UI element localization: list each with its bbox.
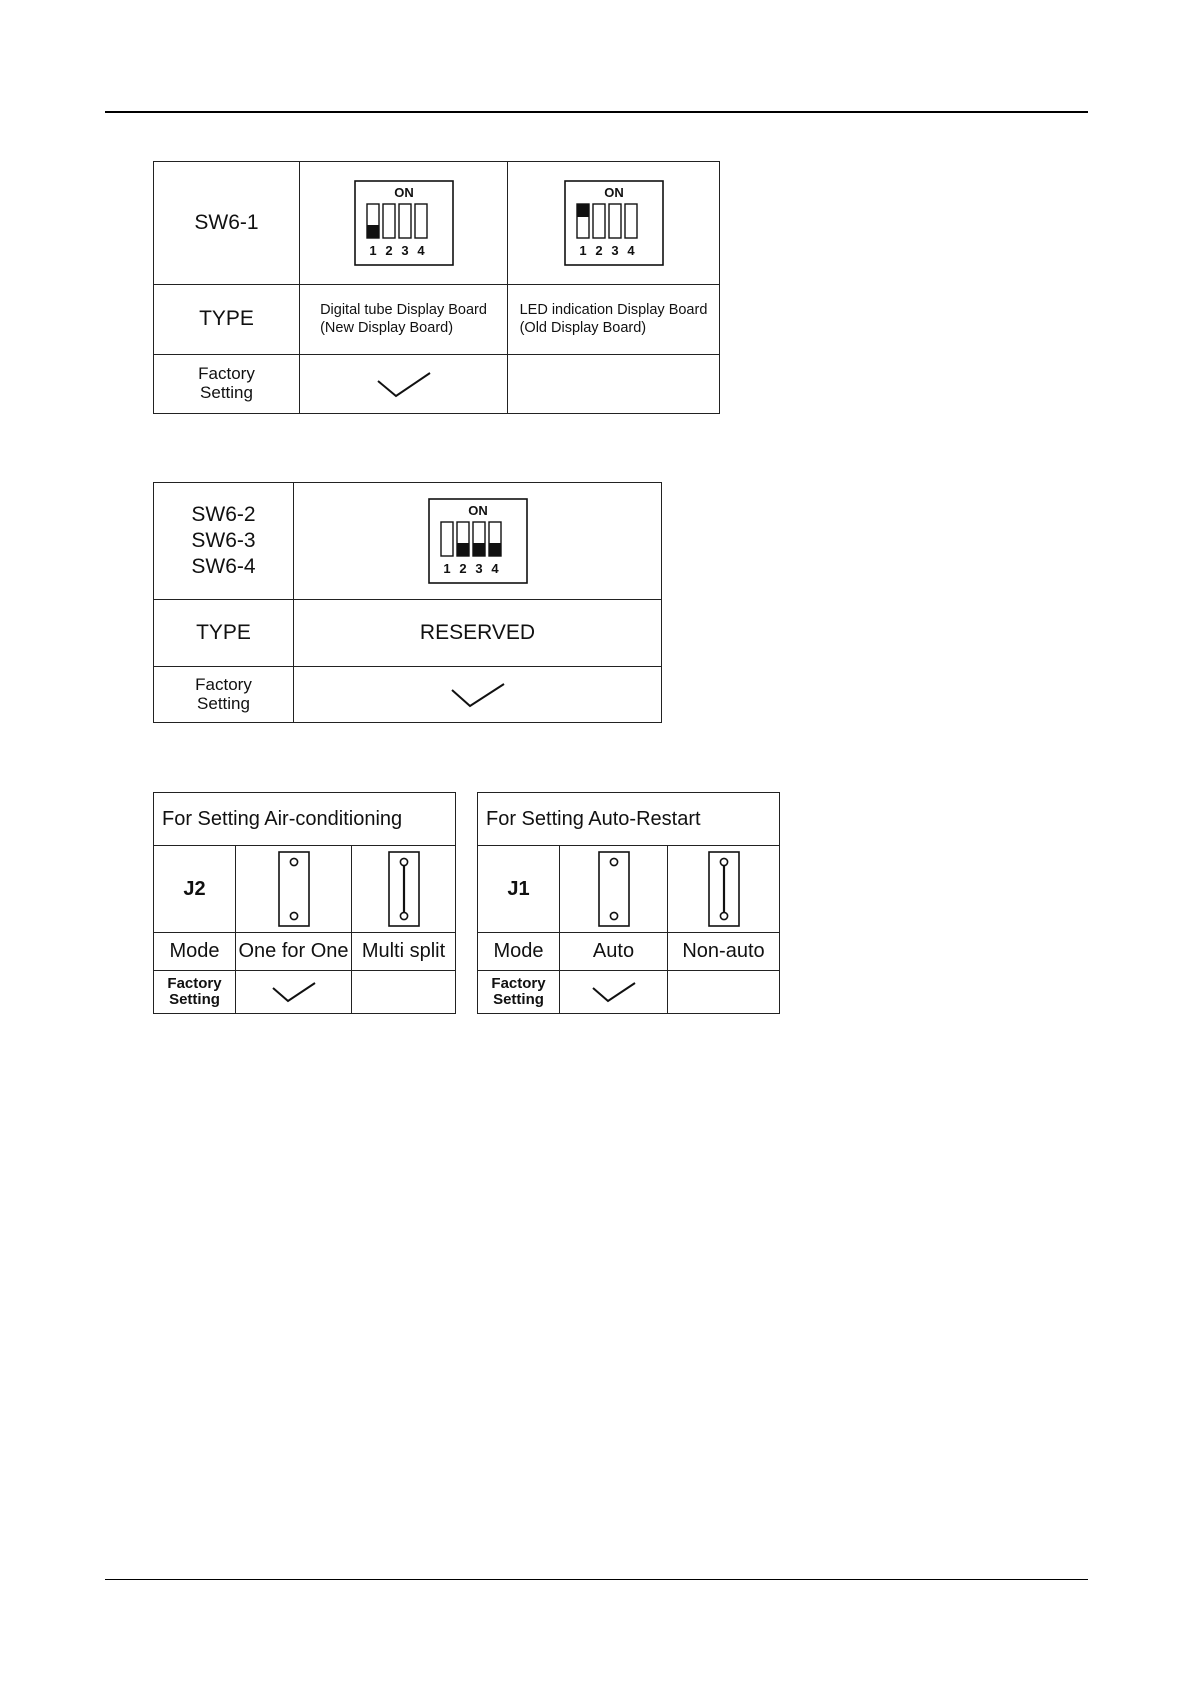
sw6-1-option-b-type-cell [508, 285, 720, 355]
dip-switch-slot [383, 204, 395, 238]
check-mark-icon [374, 367, 434, 401]
mode-non-auto: Non-auto [682, 940, 765, 962]
mode-one-for-one: One for One [238, 940, 349, 962]
option-a-description [320, 302, 487, 337]
j2-option-1-factory-cell [236, 971, 352, 1014]
jumper-closed-icon [387, 850, 421, 928]
option-a-line2: (New Display Board) [320, 319, 454, 336]
factory-label-line2: Setting [200, 383, 253, 402]
factory-label-line2: Setting [169, 991, 220, 1008]
dip-switch-number: 2 [594, 243, 603, 258]
factory-label-line1: Factory [491, 975, 546, 993]
j2-title-cell [154, 793, 456, 846]
dip-switch-number: 1 [578, 243, 587, 258]
j1-table [477, 792, 780, 1014]
dip-switch-number: 3 [610, 243, 619, 258]
j2-option-2-factory-cell [352, 971, 456, 1014]
sw6-1-type-label-cell [154, 285, 300, 355]
factory-label-line2: Setting [197, 693, 250, 713]
dip-switch-slot [399, 204, 411, 238]
mode-label: Mode [169, 940, 220, 962]
sw6-1-option-b-dip-cell [508, 162, 720, 285]
dip-switch-icon [428, 498, 528, 584]
footer-rule [105, 1579, 1088, 1580]
dip-switch-knob [457, 543, 469, 556]
j1-label-cell [478, 846, 560, 933]
reserved-value: RESERVED [419, 620, 536, 644]
dip-switch-number: 1 [368, 243, 377, 258]
dip-switch-knob [489, 543, 501, 556]
type-label: TYPE [196, 620, 251, 644]
j2-label-cell [154, 846, 236, 933]
j1-title-cell [478, 793, 780, 846]
dip-switch-number: 2 [458, 561, 467, 576]
dip-switch-icon [354, 180, 454, 266]
sw6-1-label: SW6-1 [194, 210, 259, 234]
sw6-234-type-value-cell [294, 600, 662, 667]
dip-switch-number: 3 [400, 243, 409, 258]
factory-label-line1: Factory [198, 364, 255, 384]
sw6-1-table [153, 161, 720, 414]
sw6-2-label: SW6-2 [191, 503, 256, 526]
dip-switch-number: 4 [626, 243, 635, 258]
option-b-description [520, 302, 708, 337]
sw6-234-factory-cell [294, 667, 662, 723]
dip-switch-number: 4 [490, 561, 499, 576]
factory-label-line1: Factory [195, 674, 252, 694]
option-a-line1: Digital tube Display Board [320, 302, 487, 319]
header-rule [105, 111, 1088, 113]
sw6-234-table [153, 482, 662, 723]
mode-multi-split: Multi split [361, 940, 446, 962]
j2-label: J2 [183, 877, 206, 900]
sw6-3-label: SW6-3 [191, 529, 256, 552]
dip-on-label: ON [603, 185, 624, 200]
j1-option-2-jumper-cell [668, 846, 780, 933]
dip-on-label: ON [467, 503, 488, 518]
dip-switch-slot [625, 204, 637, 238]
j1-title: For Setting Auto-Restart [486, 807, 701, 830]
sw6-1-option-b-factory-cell [508, 355, 720, 414]
jumper-open-icon [277, 850, 311, 928]
dip-switch-icon [564, 180, 664, 266]
check-mark-icon [270, 978, 318, 1006]
factory-label-line1: Factory [167, 975, 222, 993]
j1-option-1-jumper-cell [560, 846, 668, 933]
j2-title: For Setting Air-conditioning [162, 807, 403, 830]
mode-label: Mode [493, 940, 544, 962]
sw6-234-label-cell [154, 483, 294, 600]
j1-factory-label-cell [478, 971, 560, 1014]
check-mark-icon [448, 678, 508, 712]
dip-switch-slot [593, 204, 605, 238]
j1-option-2-mode-cell [668, 933, 780, 971]
sw6-1-option-a-factory-cell [300, 355, 508, 414]
j2-table [153, 792, 456, 1014]
check-mark-icon [590, 978, 638, 1006]
sw6-1-option-a-type-cell [300, 285, 508, 355]
option-b-line2: (Old Display Board) [519, 319, 647, 336]
sw6-1-factory-label-cell [154, 355, 300, 414]
dip-switch-number: 4 [416, 243, 425, 258]
j1-option-1-factory-cell [560, 971, 668, 1014]
j1-option-1-mode-cell [560, 933, 668, 971]
j2-option-2-jumper-cell [352, 846, 456, 933]
type-label: TYPE [199, 307, 254, 331]
dip-switch-number: 2 [384, 243, 393, 258]
j2-option-1-mode-cell [236, 933, 352, 971]
sw6-234-factory-label-cell [154, 667, 294, 723]
j1-option-2-factory-cell [668, 971, 780, 1014]
dip-switch-number: 1 [442, 561, 451, 576]
j1-mode-label-cell [478, 933, 560, 971]
sw6-1-option-a-dip-cell [300, 162, 508, 285]
sw6-234-type-label-cell [154, 600, 294, 667]
dip-switch-slot [441, 522, 453, 556]
dip-switch-knob [367, 225, 379, 238]
j1-label: J1 [507, 877, 530, 900]
dip-on-label: ON [393, 185, 414, 200]
sw6-234-dip-cell [294, 483, 662, 600]
sw6-1-label-cell [154, 162, 300, 285]
dip-switch-slot [609, 204, 621, 238]
jumper-open-icon [597, 850, 631, 928]
factory-label-line2: Setting [493, 991, 544, 1008]
dip-switch-number: 3 [474, 561, 483, 576]
j2-factory-label-cell [154, 971, 236, 1014]
dip-switch-knob [577, 204, 589, 217]
j2-option-1-jumper-cell [236, 846, 352, 933]
sw6-4-label: SW6-4 [191, 555, 256, 578]
dip-switch-slot [415, 204, 427, 238]
dip-switch-knob [473, 543, 485, 556]
option-b-line1: LED indication Display Board [519, 302, 708, 319]
mode-auto: Auto [592, 940, 635, 962]
j2-option-2-mode-cell [352, 933, 456, 971]
jumper-closed-icon [707, 850, 741, 928]
j2-mode-label-cell [154, 933, 236, 971]
